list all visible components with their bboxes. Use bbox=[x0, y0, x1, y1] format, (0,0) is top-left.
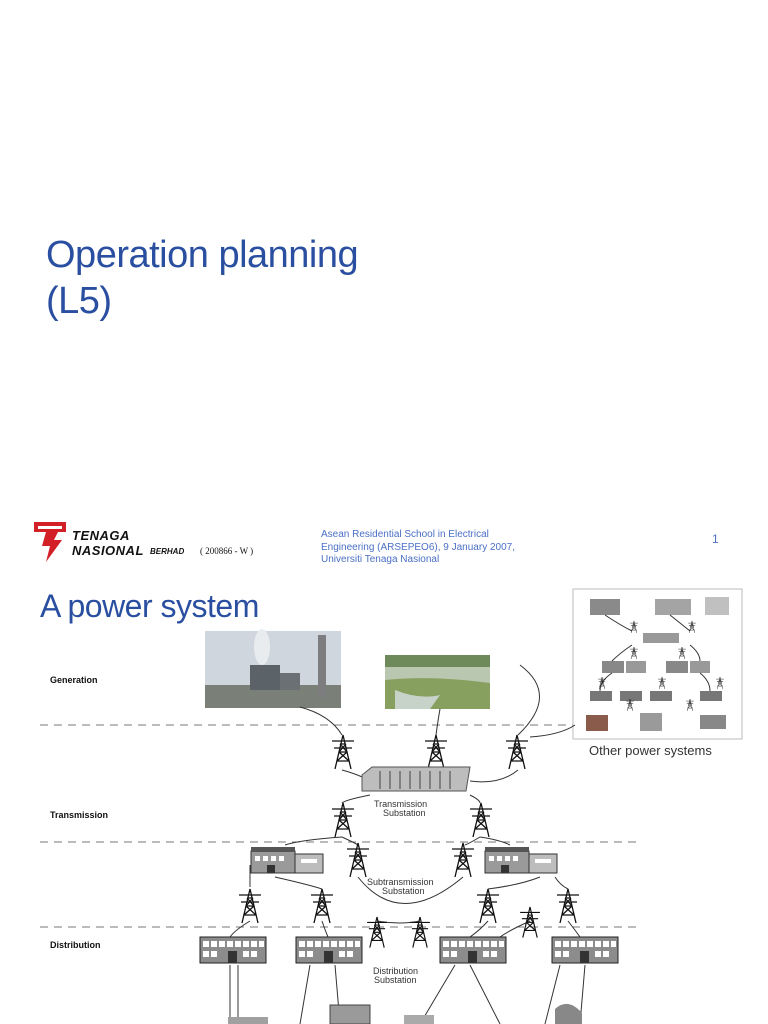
distribution-substation-3 bbox=[440, 937, 506, 963]
logo-word-tenaga: TENAGA bbox=[72, 528, 130, 543]
tnb-logo bbox=[32, 518, 272, 564]
footer-line3: Universiti Tenaga Nasional bbox=[321, 554, 440, 565]
distribution-substation-1 bbox=[200, 937, 266, 963]
hydro-reservoir-photo bbox=[385, 655, 490, 709]
slide2-title: A power system bbox=[40, 588, 259, 624]
distribution-substation-2 bbox=[296, 937, 362, 963]
distribution-substation-label-1: Distribution bbox=[373, 966, 419, 976]
transmission-label: Transmission bbox=[50, 810, 109, 820]
tnb-logo-icon bbox=[32, 518, 72, 564]
page-number: 1 bbox=[712, 532, 719, 546]
footer-text bbox=[321, 529, 515, 567]
slide1-title bbox=[46, 232, 358, 324]
subtransmission-substation-label-2: Substation bbox=[382, 886, 425, 896]
distribution-substation-label-2: Substation bbox=[374, 975, 417, 985]
logo-word-berhad: BERHAD bbox=[150, 547, 185, 556]
transmission-substation-label-2: Substation bbox=[383, 808, 426, 818]
subtransmission-substation-left bbox=[251, 847, 323, 873]
footer-line2: Engineering (ARSEPEO6), 9 January 2007, bbox=[321, 541, 515, 553]
other-power-systems-label: Other power systems bbox=[589, 743, 712, 758]
logo-word-nasional: NASIONAL bbox=[72, 543, 144, 558]
transmission-substation-label-1: Transmission bbox=[374, 799, 428, 809]
transmission-substation bbox=[362, 767, 470, 791]
distribution-label: Distribution bbox=[50, 940, 101, 950]
logo-registration: ( 200866 - W ) bbox=[200, 546, 254, 556]
footer-line1: Asean Residential School in Electrical bbox=[321, 529, 489, 540]
slide1-title-line2: (L5) bbox=[46, 280, 112, 322]
subtransmission-substation-right bbox=[485, 847, 557, 873]
distribution-substation-4 bbox=[552, 937, 618, 963]
subtransmission-substation-label-1: Subtransmission bbox=[367, 877, 434, 887]
slide1-title-line1: Operation planning bbox=[46, 234, 359, 276]
power-system-diagram bbox=[0, 585, 768, 1024]
generation-label: Generation bbox=[50, 675, 98, 685]
power-plant-photo bbox=[205, 629, 341, 708]
consumer-buildings bbox=[228, 1004, 582, 1024]
other-power-systems-panel bbox=[573, 589, 742, 739]
